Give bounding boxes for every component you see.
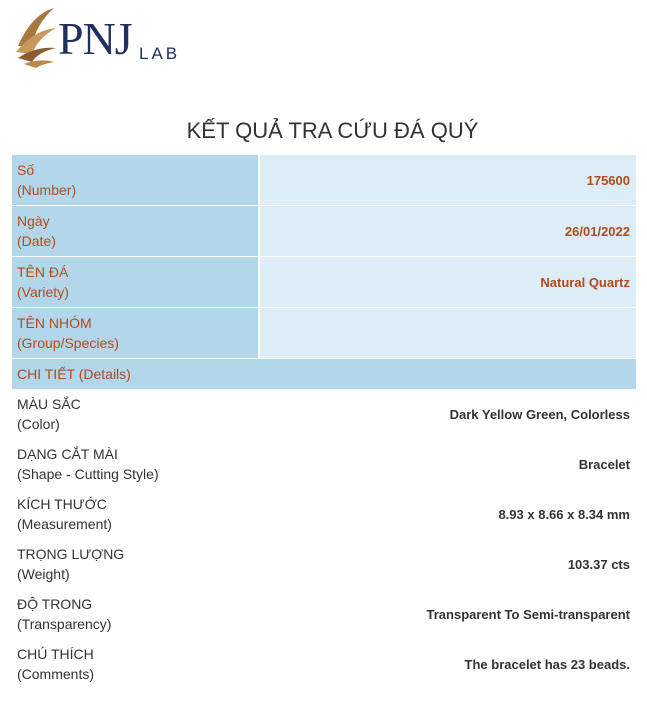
value-number: 175600: [259, 155, 636, 206]
label-measurement: KÍCH THƯỚC (Measurement): [17, 496, 112, 532]
label-comments: CHÚ THÍCH (Comments): [17, 646, 95, 682]
label-shape: DẠNG CẮT MÀI (Shape - Cutting Style): [17, 446, 159, 482]
details-header-row: [12, 359, 636, 390]
page-title: KẾT QUẢ TRA CỨU ĐÁ QUÝ: [186, 118, 479, 143]
value-date: 26/01/2022: [259, 206, 636, 257]
label-transparency: ĐỘ TRONG (Transparency): [17, 596, 112, 632]
logo-sub-text: LAB: [139, 44, 181, 63]
row-number: [12, 155, 636, 206]
logo-brand-text: PNJ: [58, 13, 132, 64]
row-shape: [12, 439, 636, 489]
details-header: CHI TIẾT (Details): [12, 359, 636, 390]
result-table: [12, 155, 636, 689]
value-variety: Natural Quartz: [259, 257, 636, 308]
label-group: TÊN NHÓM (Group/Species): [12, 308, 259, 359]
row-measurement: [12, 489, 636, 539]
pnj-lab-logo: [14, 6, 184, 72]
row-variety: [12, 257, 636, 308]
pnj-shell-icon: [14, 6, 58, 68]
label-variety: TÊN ĐÁ (Variety): [12, 257, 259, 308]
row-date: [12, 206, 636, 257]
label-color: MÀU SẮC (Color): [17, 396, 81, 432]
value-weight: 103.37 cts: [567, 556, 630, 572]
value-color: Dark Yellow Green, Colorless: [449, 406, 630, 422]
row-transparency: [12, 589, 636, 639]
value-shape: Bracelet: [578, 456, 630, 472]
value-comments: The bracelet has 23 beads.: [464, 656, 630, 672]
value-group: [259, 308, 636, 359]
label-number: Số (Number): [12, 155, 259, 206]
row-comments: [12, 639, 636, 689]
value-measurement: 8.93 x 8.66 x 8.34 mm: [498, 506, 630, 522]
value-transparency: Transparent To Semi-transparent: [426, 606, 630, 622]
row-color: [12, 389, 636, 439]
row-weight: [12, 539, 636, 589]
label-weight: TRỌNG LƯỢNG (Weight): [17, 546, 125, 582]
row-group: [12, 308, 636, 359]
label-date: Ngày (Date): [12, 206, 259, 257]
